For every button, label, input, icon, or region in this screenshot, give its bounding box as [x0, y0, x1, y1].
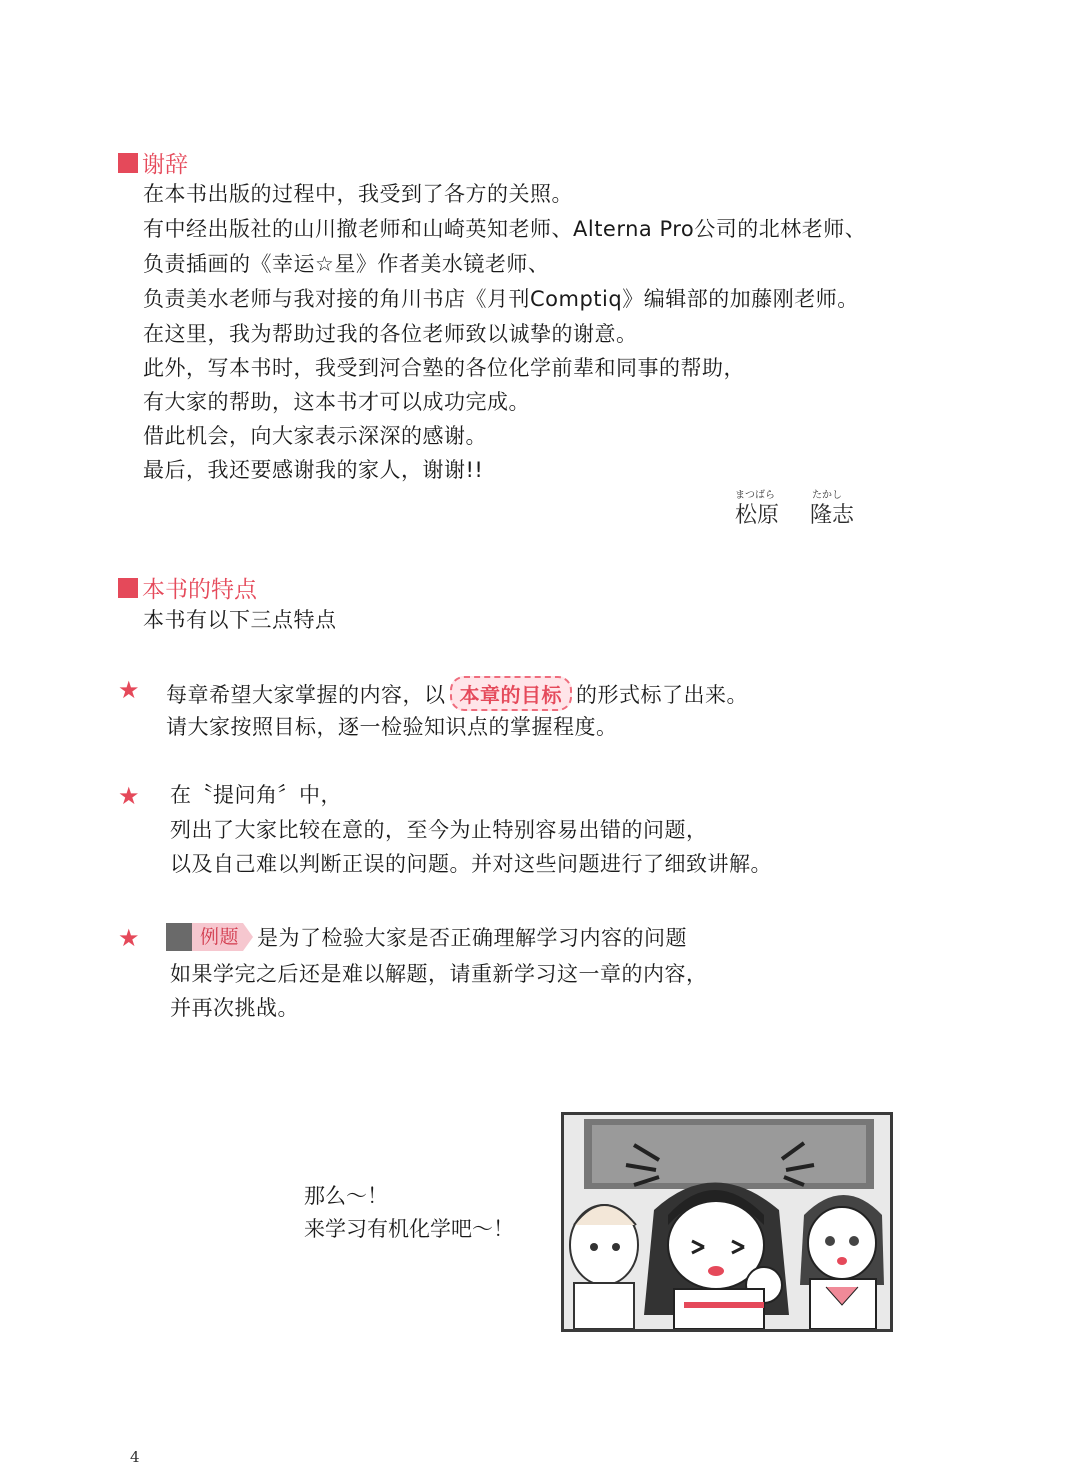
author-given-name: 隆志 — [810, 503, 855, 528]
closing-line-2: 来学习有机化学吧～！ — [304, 1217, 514, 1241]
ack-line-7: 有大家的帮助，这本书才可以成功完成。 — [143, 390, 530, 414]
star-icon: ★ — [118, 676, 140, 704]
example-tag — [166, 923, 253, 951]
features-title: 本书的特点 — [142, 577, 257, 603]
surname-ruby: まつばら — [735, 490, 775, 501]
ack-line-6: 此外，写本书时，我受到河合塾的各位化学前辈和同事的帮助， — [143, 356, 745, 380]
star-icon: ★ — [118, 782, 140, 810]
given-name-ruby: たかし — [812, 490, 842, 501]
feature-3-line-1 — [166, 922, 687, 952]
ack-line-9: 最后，我还要感谢我的家人，谢谢!! — [143, 458, 484, 482]
feature-1-line-2: 请大家按照目标，逐一检验知识点的掌握程度。 — [166, 715, 618, 739]
example-tag-arrow-icon — [243, 923, 253, 951]
ack-line-2: 有中经出版社的山川撤老师和山崎英知老师、Alterna Pro公司的北林老师、 — [143, 217, 867, 241]
ack-line-3: 负责插画的《幸运☆星》作者美水镜老师、 — [143, 252, 550, 276]
feature-1-text-after: 的形式标了出来。 — [576, 683, 748, 707]
feature-2-line-2: 列出了大家比较在意的，至今为止特别容易出错的问题， — [170, 818, 708, 842]
feature-1-line-1 — [166, 676, 748, 711]
chapter-goal-badge: 本章的目标 — [450, 676, 573, 711]
feature-2-line-1: 在〝提问角〞中， — [170, 783, 342, 807]
acknowledgements-heading — [118, 146, 188, 179]
feature-3-line-2: 如果学完之后还是难以解题，请重新学习这一章的内容， — [170, 962, 708, 986]
ack-line-4: 负责美水老师与我对接的角川书店《月刊Comptiq》编辑部的加藤刚老师。 — [143, 287, 859, 311]
author-surname: 松原 — [735, 503, 780, 528]
ack-line-5: 在这里，我为帮助过我的各位老师致以诚挚的谢意。 — [143, 322, 638, 346]
page-number: 4 — [130, 1448, 140, 1466]
acknowledgements-title: 谢辞 — [142, 152, 188, 178]
ack-line-8: 借此机会，向大家表示深深的感谢。 — [143, 424, 487, 448]
feature-1-text-before: 每章希望大家掌握的内容，以 — [166, 683, 446, 707]
feature-3-text: 是为了检验大家是否正确理解学习内容的问题 — [257, 926, 688, 950]
heading-square-icon — [118, 578, 138, 598]
feature-3-line-3: 并再次挑战。 — [170, 996, 299, 1020]
closing-line-1: 那么～！ — [304, 1184, 388, 1208]
heading-square-icon — [118, 153, 138, 173]
feature-2-line-3: 以及自己难以判断正误的问题。并对这些问题进行了细致讲解。 — [170, 852, 772, 876]
features-heading — [118, 571, 257, 604]
comic-drawing — [564, 1115, 890, 1329]
features-intro: 本书有以下三点特点 — [143, 608, 337, 632]
ack-line-1: 在本书出版的过程中，我受到了各方的关照。 — [143, 182, 573, 206]
example-tag-dark-block — [166, 923, 192, 951]
comic-illustration — [561, 1112, 893, 1332]
star-icon: ★ — [118, 924, 140, 952]
example-tag-label: 例题 — [192, 923, 243, 951]
